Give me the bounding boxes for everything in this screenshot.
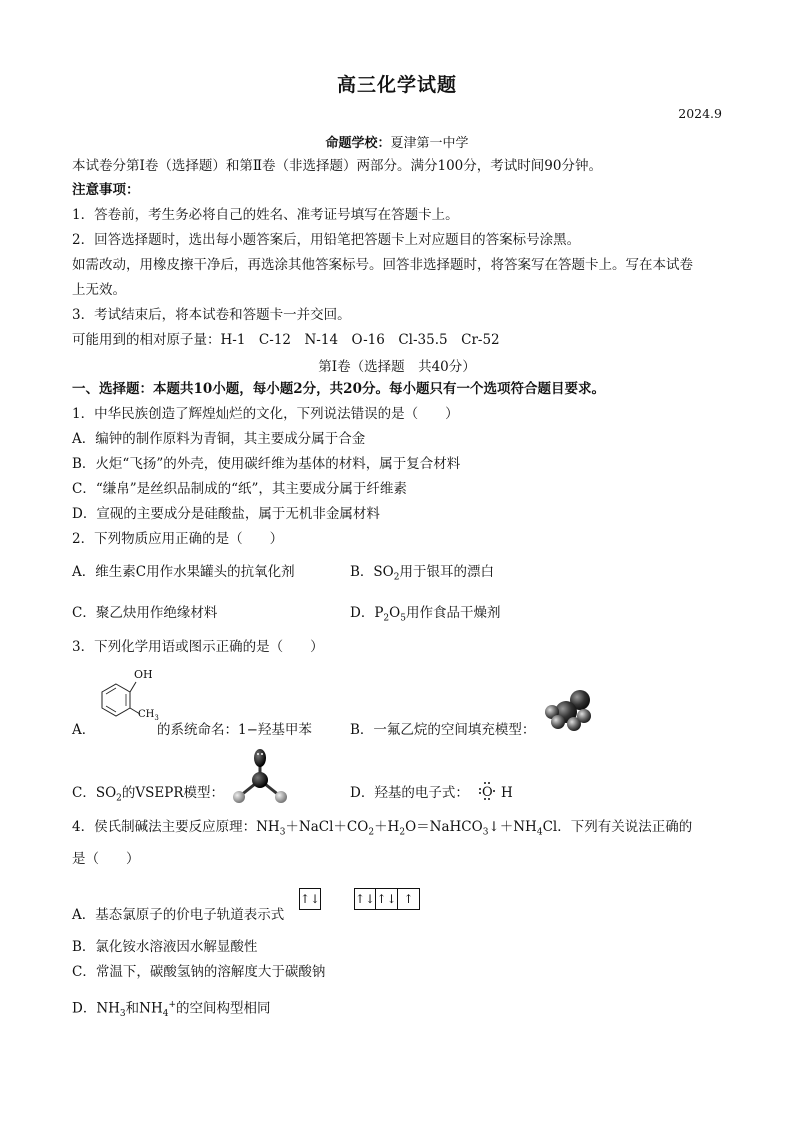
school-label: 命题学校：	[325, 136, 391, 151]
q4-d-post: 的空间构型相同	[176, 1000, 271, 1017]
q2-option-b	[350, 563, 494, 587]
q4-d-pre: D．NH	[72, 1000, 120, 1017]
q3-d-h: H	[501, 785, 513, 801]
q2-d-sub2: 5	[400, 613, 406, 624]
q1-stem: 1．中华民族创造了辉煌灿烂的文化，下列说法错误的是（ ）	[72, 406, 459, 422]
orbital-3s	[299, 888, 321, 910]
q4-eq-1: NH	[256, 819, 280, 835]
q2-option-c: C．聚乙炔用作绝缘材料	[72, 605, 218, 621]
q3-a-ch3-sub: 3	[154, 714, 159, 722]
notice-3: 3．考试结束后，将本试卷和答题卡一并交回。	[72, 307, 351, 323]
page-title: 高三化学试题	[336, 74, 457, 96]
q3-a-ch3-text: CH	[138, 709, 155, 720]
q3-a-label: A．	[72, 722, 96, 738]
q3-option-d	[350, 784, 469, 802]
notice-2c: 上无效。	[72, 282, 126, 298]
q4-eq-5: ↓＋NH	[488, 819, 537, 835]
orbital-box: ↑↓	[299, 888, 321, 910]
q3-c-sub: 2	[116, 793, 122, 804]
q3-a-text: 的系统命名：1−羟基甲苯	[157, 722, 312, 738]
q3-a-ch3	[138, 709, 159, 722]
q4-d-sub2: 4	[162, 1009, 169, 1020]
q2-option-a: A．维生素C用作水果罐头的抗氧化剂	[72, 564, 295, 580]
q2-b-sub: 2	[393, 572, 400, 583]
q4-d-sub1: 3	[119, 1009, 126, 1020]
q4-eq-6: Cl．下列有关说法正确的	[542, 819, 693, 835]
so2-vsepr-model-icon	[230, 748, 290, 812]
q3-option-b: B．一氟乙烷的空间填充模型：	[350, 722, 536, 738]
q3-c-post: 的VSEPR模型：	[121, 785, 224, 801]
q4-option-d	[72, 996, 271, 1023]
orbital-box: ↑	[398, 888, 420, 910]
fluoroethane-model-icon	[544, 690, 594, 734]
notice-1: 1．答卷前，考生务必将自己的姓名、准考证号填写在答题卡上。	[72, 207, 459, 223]
q4-eq-1-sub: 3	[279, 827, 286, 838]
q1-option-c: C．“缣帛”是丝织品制成的“纸”，其主要成分属于纤维素	[72, 481, 407, 497]
orbital-box: ↑↓	[376, 888, 398, 910]
q3-d-o: O	[482, 785, 493, 800]
q4-eq-5-sub: 4	[536, 827, 543, 838]
orbital-box: ↑↓	[354, 888, 376, 910]
q3-option-c	[72, 784, 224, 808]
q2-d-sub1: 2	[383, 613, 390, 624]
q4-eq-4-sub: 3	[482, 827, 489, 838]
q2-d-post: 用作食品干燥剂	[405, 605, 501, 621]
q4-eq-2-sub: 2	[368, 827, 375, 838]
q4-d-mid: 和NH	[125, 1000, 163, 1017]
q2-b-pre: B．SO	[350, 564, 394, 580]
orbital-3p	[354, 888, 420, 910]
school-line	[0, 132, 794, 151]
q4-eq-2: ＋NaCl＋CO	[285, 819, 369, 835]
part1-title: 第Ⅰ卷（选择题 共40分）	[318, 359, 476, 375]
q3-a-oh: OH	[134, 668, 153, 681]
q4-option-b: B．氯化铵水溶液因水解显酸性	[72, 939, 258, 955]
q4-stem-pre: 4．侯氏制碱法主要反应原理：	[72, 819, 257, 835]
q2-d-pre: D．P	[350, 605, 384, 621]
notice-2b: 如需改动，用橡皮擦干净后，再选涂其他答案标号。回答非选择题时，将答案写在答题卡上。写在本试卷	[72, 257, 693, 273]
section-title: 一、选择题：本题共10小题，每小题2分，共20分。每小题只有一个选项符合题目要求。	[72, 381, 605, 397]
q4-eq-4: O＝NaHCO	[405, 819, 483, 835]
q3-stem: 3．下列化学用语或图示正确的是（ ）	[72, 639, 324, 655]
atomic-masses: 可能用到的相对原子量：H-1 C-12 N-14 O-16 Cl-35.5 Cr-52	[72, 332, 500, 348]
q1-option-d: D．宣砚的主要成分是硅酸盐，属于无机非金属材料	[72, 506, 380, 522]
q3-c-pre: C．SO	[72, 785, 117, 801]
school-name: 夏津第一中学	[390, 136, 469, 151]
notice-title: 注意事项：	[72, 182, 140, 198]
q4-option-a: A．基态氯原子的价电子轨道表示式	[72, 907, 285, 923]
q2-b-post: 用于银耳的漂白	[399, 564, 494, 580]
q2-stem: 2．下列物质应用正确的是（ ）	[72, 531, 284, 547]
exam-date: 2024.9	[678, 106, 722, 121]
q4-eq-3-sub: 2	[399, 827, 406, 838]
q1-option-a: A．编钟的制作原料为青铜，其主要成分属于合金	[72, 431, 366, 447]
q2-d-mid: O	[389, 605, 401, 621]
q4-stem	[72, 818, 692, 842]
q4-eq-3: ＋H	[374, 819, 400, 835]
q3-d-pre: D．羟基的电子式：	[350, 785, 469, 801]
notice-2: 2．回答选择题时，选出每小题答案后，用铅笔把答题卡上对应题目的答案标号涂黑。	[72, 232, 581, 248]
intro-line: 本试卷分第Ⅰ卷（选择题）和第Ⅱ卷（非选择题）两部分。满分100分，考试时间90分钟。	[72, 158, 602, 174]
q4-option-c: C．常温下，碳酸氢钠的溶解度大于碳酸钠	[72, 964, 326, 980]
q2-option-d	[350, 604, 500, 628]
q1-option-b: B．火炬“飞扬”的外壳，使用碳纤维为基体的材料，属于复合材料	[72, 456, 461, 472]
q4-d-sup: +	[168, 1000, 177, 1010]
q4-stem-line2: 是（ ）	[72, 851, 140, 867]
